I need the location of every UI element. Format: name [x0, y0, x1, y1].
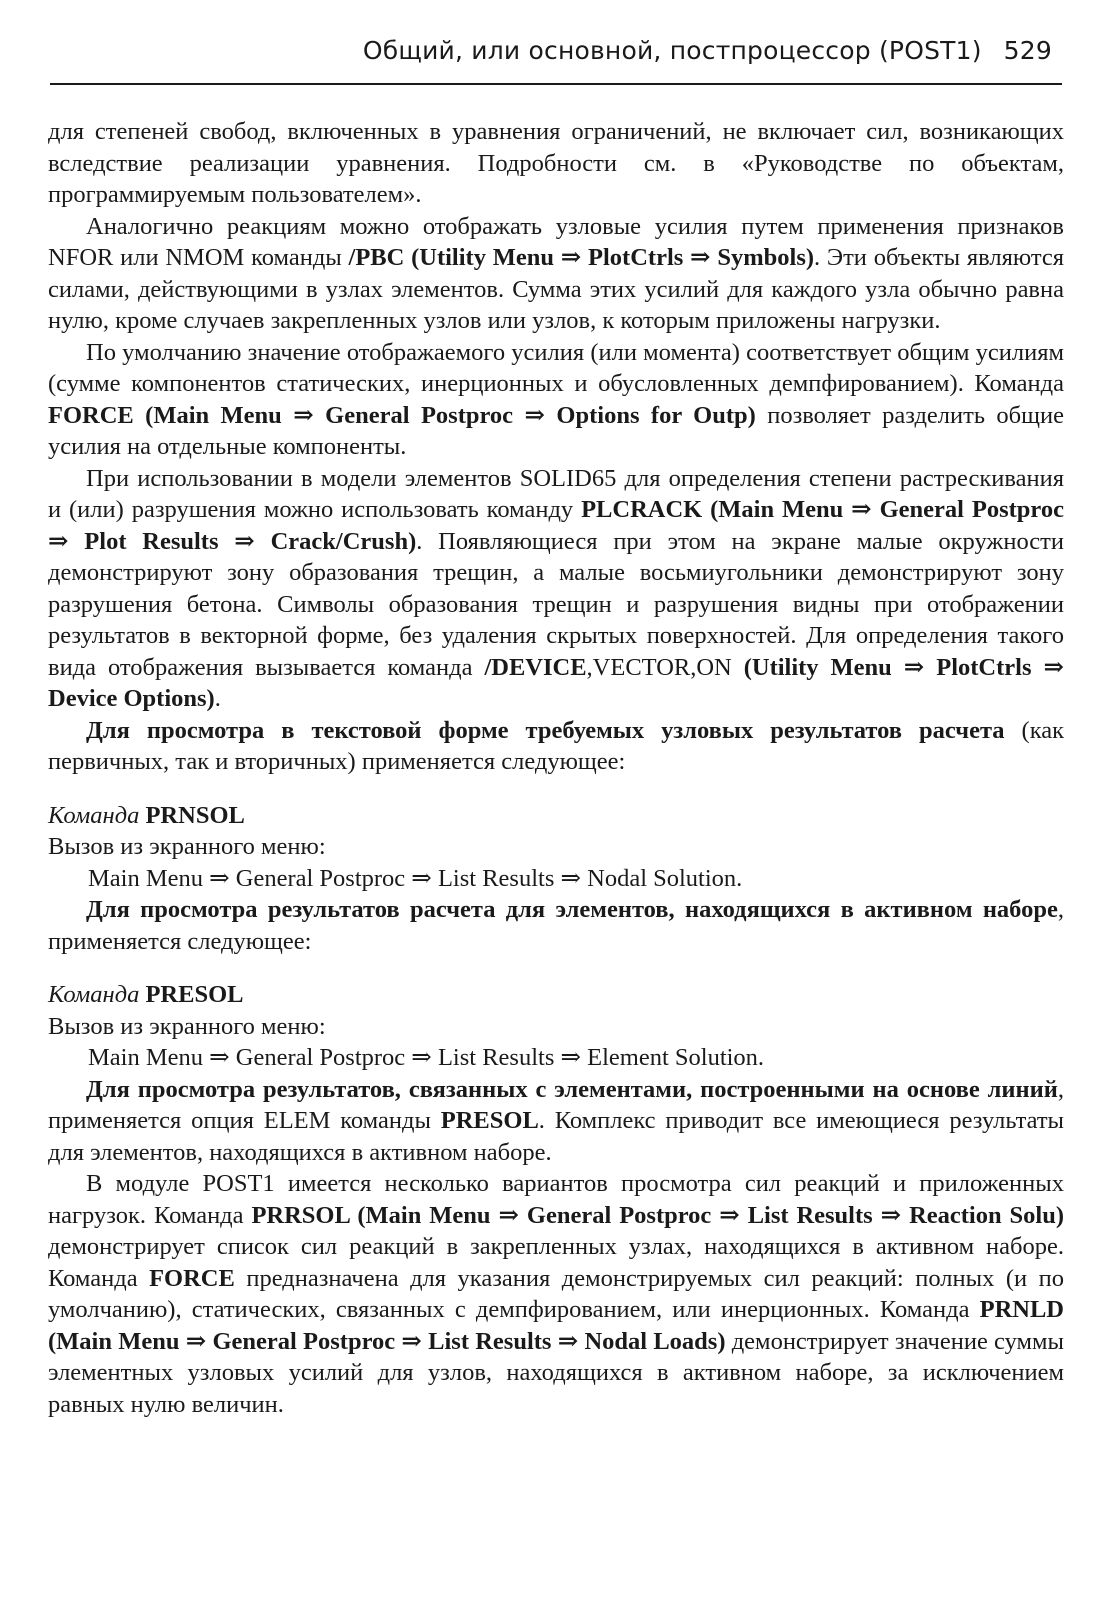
paragraph: [48, 337, 1064, 463]
bold-run: /PBC (Utility Menu ⇒ PlotCtrls ⇒ Symbols): [348, 244, 815, 271]
text-run: Main Menu ⇒ General Postproc ⇒ List Results ⇒ Nodal Solution.: [88, 864, 743, 892]
menu-path-line: [48, 1042, 1064, 1074]
bold-run: PRESOL: [440, 1107, 539, 1134]
bold-run: FORCE (Main Menu ⇒ General Postproc ⇒ Options for Outp): [48, 401, 756, 429]
paragraph: [48, 1074, 1064, 1169]
bold-run: PRNSOL: [145, 801, 245, 829]
bold-run: /DEVICE: [484, 653, 587, 681]
paragraph: [48, 211, 1064, 337]
body-text: [48, 116, 1064, 1420]
paragraph: [48, 1011, 1064, 1043]
text-run: Вызов из экранного меню:: [48, 833, 326, 860]
text-run: ,VECTOR,ON: [586, 653, 744, 681]
bold-run: Для просмотра результатов расчета для элементов, находящихся в активном наборе: [86, 896, 1058, 923]
italic-run: Команда: [48, 801, 140, 829]
paragraph: [48, 894, 1064, 957]
paragraph: [48, 800, 1064, 832]
italic-run: Команда: [48, 981, 140, 1008]
running-head-title: Общий, или основной, постпроцессор (POST1): [362, 36, 982, 65]
text-run: . Появляющиеся при этом на экране малые окружности демонстрируют зону образования трещин, а малые восьмиугольники демонстрируют зону разрушения бетона. Символы образования трещин и разрушения видны при отображении результатов в векторной форме, без удаления скрытых поверхностей. Для определения такого вида отображения вызывается команда: [48, 527, 1064, 681]
bold-run: PRNLD (Main Menu ⇒ General Postproc ⇒ List Results ⇒ Nodal Loads): [48, 1296, 1064, 1355]
paragraph: [48, 979, 1064, 1011]
bold-run: PLCRACK (Main Menu ⇒ General Postproc ⇒ Plot Results ⇒ Crack/Crush): [48, 496, 1064, 555]
paragraph: [48, 463, 1064, 715]
paragraph: [48, 831, 1064, 863]
header-rule: [50, 83, 1062, 85]
text-run: , применяется следующее:: [48, 896, 1064, 955]
page-number: 529: [1003, 36, 1052, 65]
text-run: , применяется опция ELEM команды: [48, 1075, 1064, 1134]
text-run: Вызов из экранного меню:: [48, 1012, 326, 1040]
text-run: По умолчанию значение отображаемого усилия (или момента) соответствует общим усилиям (сумме компонентов статических, инерционных и обусловленных демпфированием). Команда: [48, 338, 1064, 397]
text-run: .: [214, 685, 221, 712]
text-run: позволяет разделить общие усилия на отдельные компоненты.: [48, 401, 1064, 460]
bold-run: PRESOL: [145, 981, 244, 1008]
paragraph-gap: [48, 778, 1064, 800]
text-run: В модуле POST1 имеется несколько вариантов просмотра сил реакций и приложенных нагрузок. Команда: [48, 1170, 1064, 1229]
text-run: демонстрирует список сил реакций в закрепленных узлах, находящихся в активном наборе. Команда: [48, 1233, 1064, 1292]
text-run: для степеней свобод, включенных в уравнения ограничений, не включает сил, возникающих вследствие реализации уравнения. Подробности см. в «Руководстве по объектам, программируемым пользователем».: [48, 118, 1064, 208]
menu-path-line: [48, 863, 1064, 895]
paragraph: [48, 1168, 1064, 1420]
bold-run: Для просмотра в текстовой форме требуемых узловых результатов расчета: [86, 716, 1005, 744]
paragraph: [48, 116, 1064, 211]
bold-run: PRRSOL (Main Menu ⇒ General Postproc ⇒ List Results ⇒ Reaction Solu): [251, 1201, 1064, 1229]
paragraph: [48, 715, 1064, 778]
text-run: Main Menu ⇒ General Postproc ⇒ List Results ⇒ Element Solution.: [88, 1044, 765, 1071]
text-run: предназначена для указания демонстрируемых сил реакций: полных (и по умолчанию), статических, связанных с демпфированием, или инерционных. Команда: [48, 1264, 1064, 1323]
text-run: . Комплекс приводит все имеющиеся результаты для элементов, находящихся в активном наборе.: [48, 1107, 1065, 1166]
text-run: При использовании в модели элементов SOLID65 для определения степени растрескивания и (или) разрушения можно использовать команду: [48, 464, 1064, 523]
paragraph-gap: [48, 957, 1064, 979]
running-head: [330, 36, 1052, 65]
text-run: . Эти объекты являются силами, действующими в узлах элементов. Сумма этих усилий для каждого узла обычно равна нулю, кроме случаев закрепленных узлов или узлов, к которым приложены нагрузки.: [48, 244, 1064, 334]
bold-run: FORCE: [149, 1264, 235, 1292]
bold-run: (Utility Menu ⇒ PlotCtrls ⇒ Device Options): [48, 653, 1064, 712]
text-run: Аналогично реакциям можно отображать узловые усилия путем применения признаков NFOR или NMOM команды: [48, 212, 1064, 271]
bold-run: Для просмотра результатов, связанных с элементами, построенными на основе линий: [86, 1075, 1058, 1103]
text-run: (как первичных, так и вторичных) применяется следующее:: [48, 716, 1064, 775]
text-run: демонстрирует значение суммы элементных узловых усилий для узлов, находящихся в активном наборе, за исключением равных нулю величин.: [48, 1327, 1064, 1418]
